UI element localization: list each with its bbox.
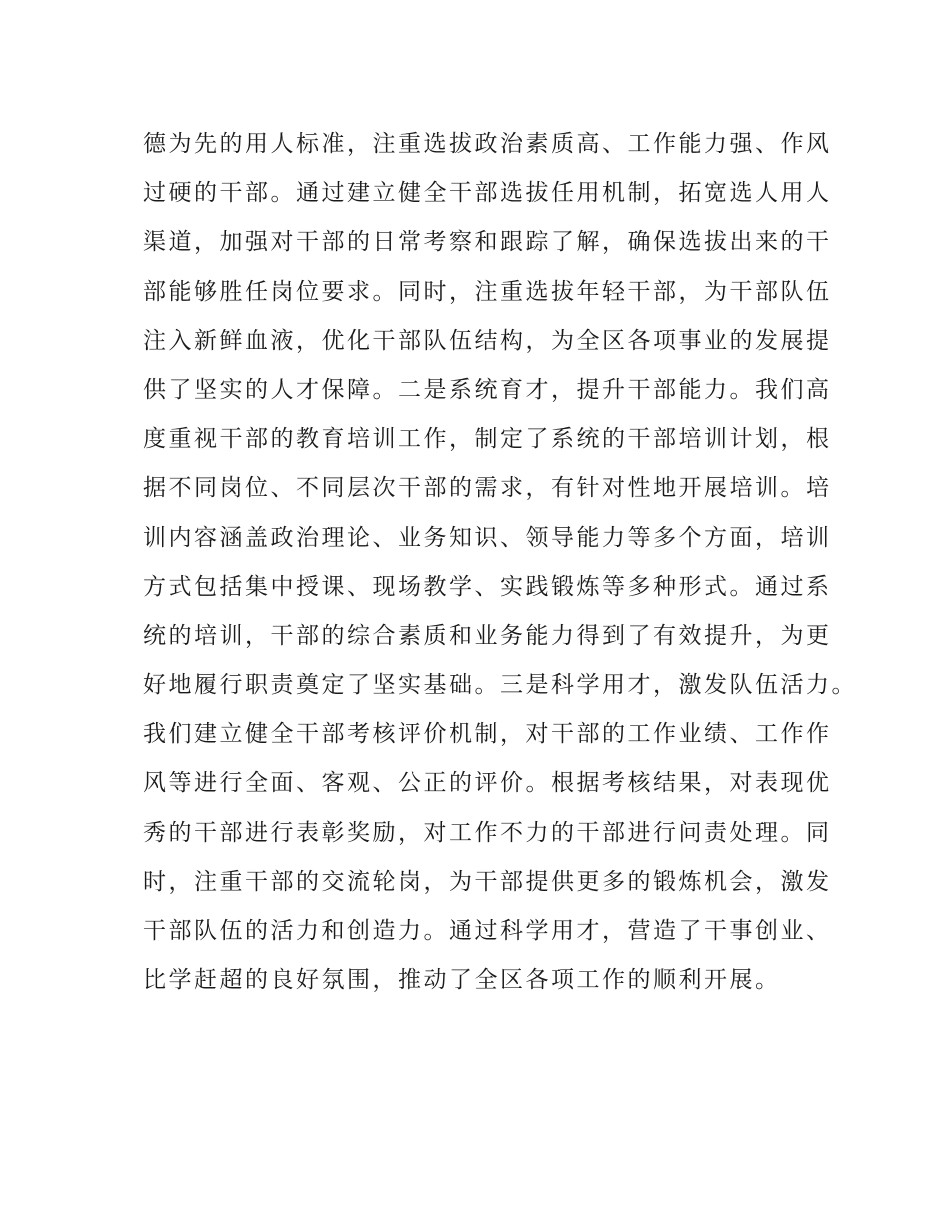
text-line: 注入新鲜血液，优化干部队伍结构，为全区各项事业的发展提 — [143, 327, 832, 354]
text-line: 我们建立健全干部考核评价机制，对干部的工作业绩、工作作 — [143, 721, 832, 748]
text-line: 渠道，加强对干部的日常考察和跟踪了解，确保选拔出来的干 — [143, 229, 832, 256]
text-line: 德为先的用人标准，注重选拔政治素质高、工作能力强、作风 — [143, 131, 832, 157]
text-line: 部能够胜任岗位要求。同时，注重选拔年轻干部，为干部队伍 — [143, 278, 832, 305]
text-line: 好地履行职责奠定了坚实基础。三是科学用才，激发队伍活力。 — [143, 672, 857, 699]
text-line: 据不同岗位、不同层次干部的需求，有针对性地开展培训。培 — [143, 475, 832, 502]
text-line: 风等进行全面、客观、公正的评价。根据考核结果，对表现优 — [143, 770, 832, 797]
body-paragraph — [143, 120, 857, 1005]
text-line: 时，注重干部的交流轮岗，为干部提供更多的锻炼机会，激发 — [143, 868, 832, 895]
text-line: 统的培训，干部的综合素质和业务能力得到了有效提升，为更 — [143, 622, 832, 649]
text-line: 供了坚实的人才保障。二是系统育才，提升干部能力。我们高 — [143, 376, 832, 403]
text-line: 过硬的干部。通过建立健全干部选拔任用机制，拓宽选人用人 — [143, 180, 832, 207]
text-line: 秀的干部进行表彰奖励，对工作不力的干部进行问责处理。同 — [143, 819, 832, 846]
text-line: 训内容涵盖政治理论、业务知识、领导能力等多个方面，培训 — [143, 524, 832, 551]
text-line: 比学赶超的良好氛围，推动了全区各项工作的顺利开展。 — [143, 967, 781, 994]
text-line: 方式包括集中授课、现场教学、实践锻炼等多种形式。通过系 — [143, 573, 832, 600]
text-line: 度重视干部的教育培训工作，制定了系统的干部培训计划，根 — [143, 426, 832, 453]
text-line: 干部队伍的活力和创造力。通过科学用才，营造了干事创业、 — [143, 918, 832, 944]
